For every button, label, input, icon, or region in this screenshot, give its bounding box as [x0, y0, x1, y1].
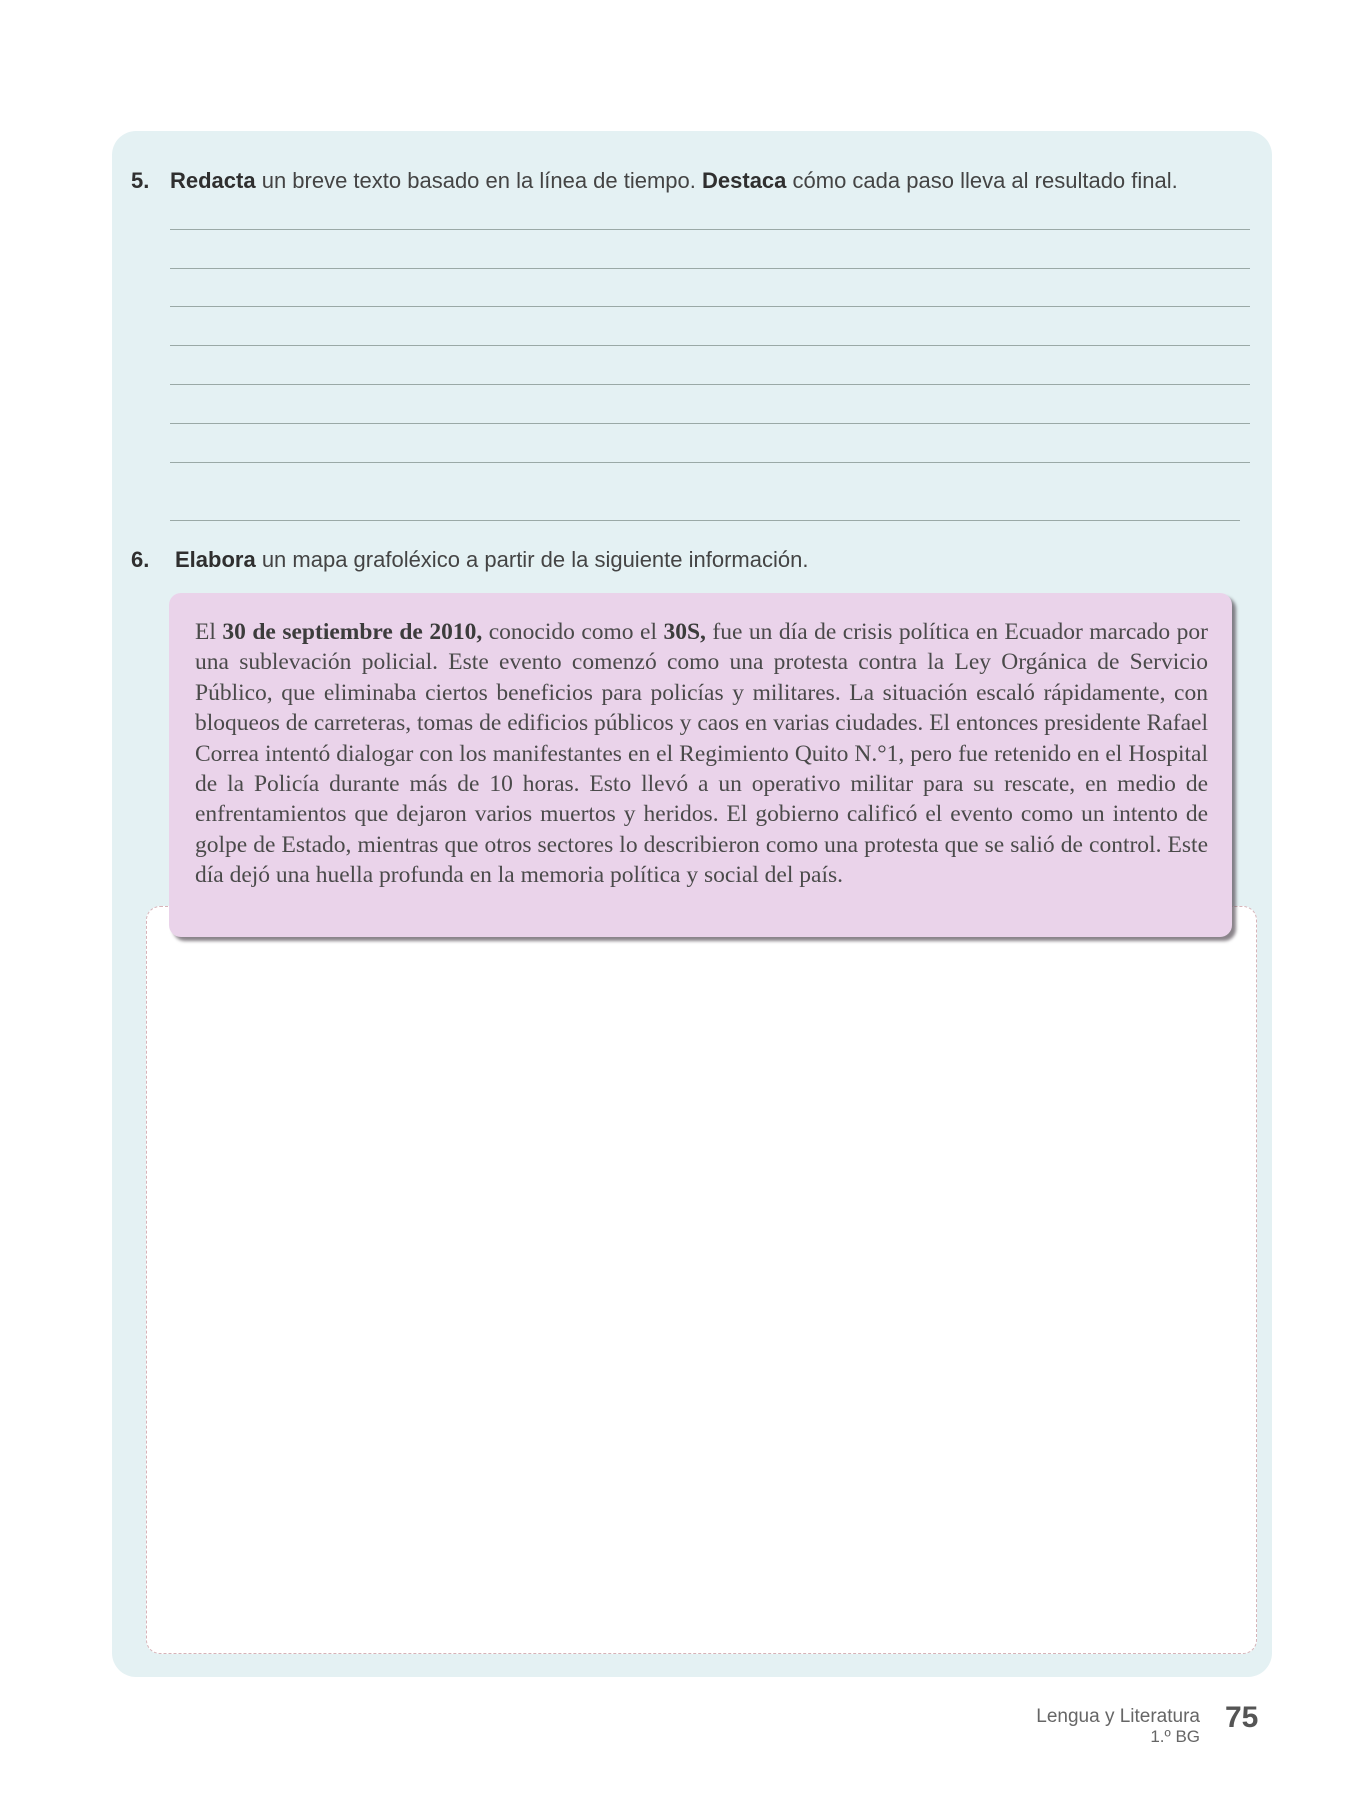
question-6-text: un mapa grafoléxico a partir de la siguiente información.	[255, 547, 809, 572]
page-number: 75	[1225, 1701, 1259, 1734]
answer-line[interactable]	[170, 229, 1250, 230]
answer-line[interactable]	[170, 384, 1250, 385]
question-5-text-part1: un breve texto basado en la línea de tiempo.	[255, 168, 703, 193]
question-5-number: 5.	[131, 168, 150, 193]
info-paragraph	[195, 617, 1208, 891]
question-6-number: 6.	[131, 547, 150, 572]
answer-line[interactable]	[170, 306, 1250, 307]
info-text-part2: conocido como el	[482, 619, 664, 645]
question-5-verb-redacta: Redacta	[170, 168, 256, 193]
footer-grade: 1.º BG	[1150, 1727, 1200, 1746]
info-box	[169, 593, 1232, 937]
info-date-bold: 30 de septiembre de 2010,	[222, 619, 483, 645]
question-5-verb-destaca: Destaca	[702, 168, 787, 193]
answer-line[interactable]	[170, 520, 1240, 521]
answer-line[interactable]	[170, 423, 1250, 424]
map-drawing-area[interactable]	[146, 906, 1257, 1654]
info-text-part1: El	[195, 619, 223, 645]
footer-subject: Lengua y Literatura	[1036, 1706, 1200, 1727]
answer-line[interactable]	[170, 345, 1250, 346]
question-5	[131, 167, 1178, 195]
question-5-text-part2: cómo cada paso lleva al resultado final.	[786, 168, 1178, 193]
answer-line[interactable]	[170, 268, 1250, 269]
question-6	[131, 546, 808, 574]
info-30s-bold: 30S,	[663, 619, 706, 645]
answer-line[interactable]	[170, 462, 1250, 463]
info-text-part3: fue un día de crisis política en Ecuador marcado por una sublevación policial. Este evento comenzó como una protesta contra la Ley Orgánica de Servicio Público, que eliminaba ciertos beneficios para policías y militares. La situación escaló rápidamente, con bloqueos de carreteras, tomas de edificios públicos y caos en varias ciudades. El entonces presidente Rafael Correa intentó dialogar con los manifestantes en el Regimiento Quito N.°1, pero fue retenido en el Hospital de la Policía durante más de 10 horas. Esto llevó a un operativo militar para su rescate, en medio de enfrentamientos que dejaron varios muertos y heridos. El gobierno calificó el evento como un intento de golpe de Estado, mientras que otros sectores lo describieron como una protesta que se salió de control. Este día dejó una huella profunda en la memoria política y social del país.	[195, 619, 1208, 889]
question-6-verb-elabora: Elabora	[175, 547, 256, 572]
